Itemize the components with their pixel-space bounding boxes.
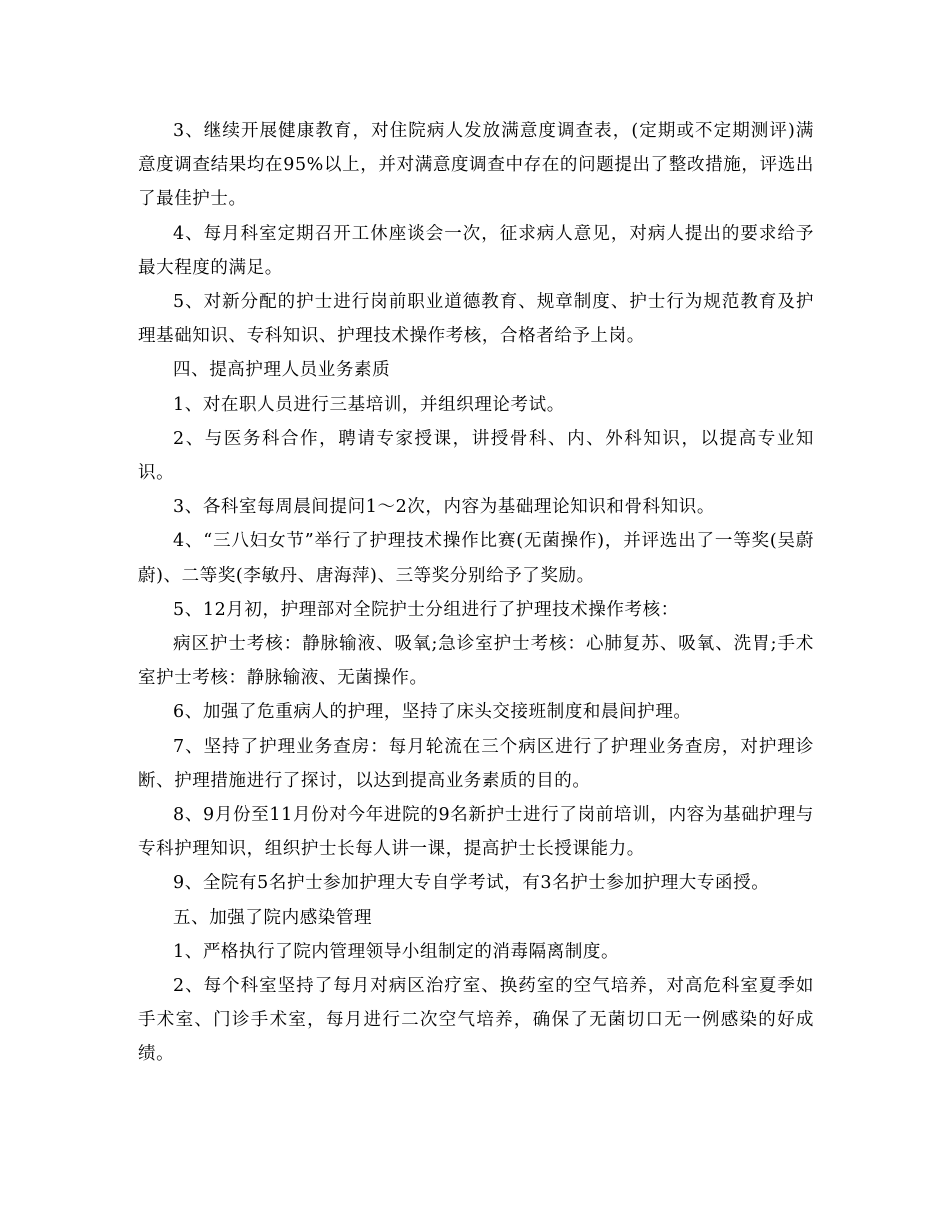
paragraph-satisfaction-survey: 3、继续开展健康教育，对住院病人发放满意度调查表，(定期或不定期测评)满意度调查结果均在95%以上，并对满意度调查中存在的问题提出了整改措施，评选出了最佳护士。	[138, 121, 814, 210]
document-page	[138, 114, 814, 1072]
paragraph-skills-competition: 4、“三八妇女节”举行了护理技术操作比赛(无菌操作)，并评选出了一等奖(吴蔚蔚)、二等奖(李敏丹、唐海萍)、三等奖分别给予了奖励。	[138, 531, 814, 586]
paragraph-patient-forum: 4、每月科室定期召开工休座谈会一次，征求病人意见，对病人提出的要求给予最大程度的满足。	[138, 223, 814, 278]
paragraph-new-nurse-education: 5、对新分配的护士进行岗前职业道德教育、规章制度、护士行为规范教育及护理基础知识、专科知识、护理技术操作考核，合格者给予上岗。	[138, 292, 814, 347]
section-heading-infection: 五、加强了院内感染管理	[173, 907, 373, 928]
paragraph-pre-job-training: 8、9月份至11月份对今年进院的9名新护士进行了岗前培训，内容为基础护理与专科护理知识，组织护士长每人讲一课，提高护士长授课能力。	[138, 805, 814, 860]
paragraph-december-assessment: 5、12月初，护理部对全院护士分组进行了护理技术操作考核：	[173, 599, 679, 620]
paragraph-critical-care: 6、加强了危重病人的护理，坚持了床头交接班制度和晨间护理。	[173, 702, 692, 723]
paragraph-disinfection-rules: 1、严格执行了院内管理领导小组制定的消毒隔离制度。	[173, 941, 620, 962]
paragraph-ward-rounds: 7、坚持了护理业务查房：每月轮流在三个病区进行了护理业务查房，对护理诊断、护理措施进行了探讨，以达到提高业务素质的目的。	[138, 736, 814, 791]
paragraph-morning-questions: 3、各科室每周晨间提问1～2次，内容为基础理论知识和骨科知识。	[173, 497, 715, 518]
paragraph-three-basics-training: 1、对在职人员进行三基培训，并组织理论考试。	[173, 394, 565, 415]
paragraph-air-culture: 2、每个科室坚持了每月对病区治疗室、换药室的空气培养，对高危科室夏季如手术室、门诊手术室，每月进行二次空气培养，确保了无菌切口无一例感染的好成绩。	[138, 976, 814, 1065]
paragraph-expert-lectures: 2、与医务科合作，聘请专家授课，讲授骨科、内、外科知识，以提高专业知识。	[138, 428, 814, 484]
section-heading-quality: 四、提高护理人员业务素质	[173, 360, 391, 381]
paragraph-college-exams: 9、全院有5名护士参加护理大专自学考试，有3名护士参加护理大专函授。	[173, 873, 770, 894]
paragraph-assessment-items: 病区护士考核：静脉输液、吸氧;急诊室护士考核：心肺复苏、吸氧、洗胃;手术室护士考核：静脉输液、无菌操作。	[138, 634, 814, 689]
